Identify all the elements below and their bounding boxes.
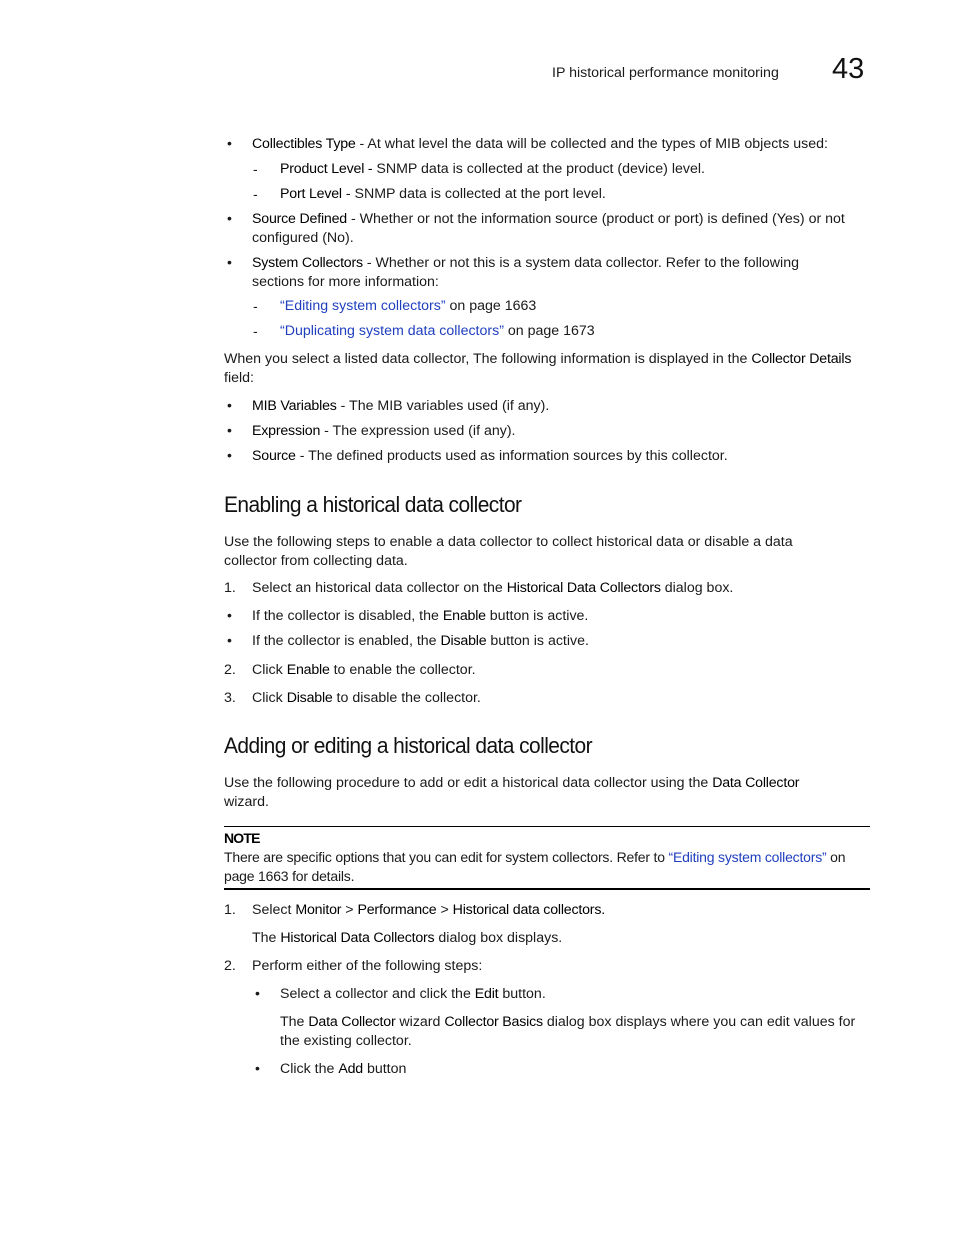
section2-intro: Use the following procedure to add or edit a historical data collector using the Data Collector wizard. <box>224 775 800 810</box>
list-item-collectibles-type: Collectibles Type - At what level the data will be collected and the types of MIB objects used: <box>252 136 828 152</box>
link-editing-system-collectors-note[interactable]: “Editing system collectors” <box>668 849 827 865</box>
bullet-icon: • <box>227 210 232 226</box>
link-duplicating-system-data-collectors[interactable]: “Duplicating system data collectors” <box>280 323 504 339</box>
note-text: There are specific options that you can edit for system collectors. Refer to “Editing system collectors” on page 1663 for details. <box>224 849 846 884</box>
note-top-rule <box>224 826 870 827</box>
step-number: 1. <box>224 580 236 596</box>
step-number: 3. <box>224 690 236 706</box>
list-subitem-link-editing: “Editing system collectors” on page 1663 <box>280 298 537 314</box>
bullet-icon: • <box>255 985 260 1001</box>
link-editing-system-collectors[interactable]: “Editing system collectors” <box>280 298 446 314</box>
list-subitem-link-duplicating: “Duplicating system data collectors” on page 1673 <box>280 323 595 339</box>
section2-substep-edit: Select a collector and click the Edit button. <box>280 986 546 1002</box>
step-number: 1. <box>224 902 236 918</box>
bullet-icon: • <box>227 397 232 413</box>
section-heading-adding-editing: Adding or editing a historical data collector <box>224 733 593 758</box>
list-subitem-product-level: Product Level - SNMP data is collected at the product (device) level. <box>280 161 705 177</box>
section2-substep-edit-result: The Data Collector wizard Collector Basics dialog box displays where you can edit values for the existing collector. <box>280 1014 856 1049</box>
section1-step1: Select an historical data collector on the Historical Data Collectors dialog box. <box>252 580 734 596</box>
dash-icon: - <box>253 186 258 202</box>
list-item-mib-variables: MIB Variables - The MIB variables used (if any). <box>252 398 550 414</box>
section1-step3: Click Disable to disable the collector. <box>252 690 481 706</box>
section2-step2: Perform either of the following steps: <box>252 958 483 974</box>
dash-icon: - <box>253 161 258 177</box>
bullet-icon: • <box>227 447 232 463</box>
list-item-source-defined: Source Defined - Whether or not the information source (product or port) is defined (Yes) or not configured (No). <box>252 211 845 246</box>
section1-step2: Click Enable to enable the collector. <box>252 662 476 678</box>
collector-details-paragraph: When you select a listed data collector, The following information is displayed in the Collector Details field: <box>224 351 852 386</box>
section2-step1-result: The Historical Data Collectors dialog box displays. <box>252 930 563 946</box>
running-header: IP historical performance monitoring <box>552 65 779 81</box>
section-heading-enabling: Enabling a historical data collector <box>224 492 522 517</box>
section2-step1: Select Monitor > Performance > Historical data collectors. <box>252 902 605 918</box>
bullet-icon: • <box>227 135 232 151</box>
bullet-icon: • <box>227 607 232 623</box>
bullet-icon: • <box>227 632 232 648</box>
dash-icon: - <box>253 323 258 339</box>
section1-intro: Use the following steps to enable a data collector to collect historical data or disable a data collector from collecting data. <box>224 534 793 569</box>
bullet-icon: • <box>255 1060 260 1076</box>
section1-bullet-disable: If the collector is enabled, the Disable button is active. <box>252 633 589 649</box>
step-number: 2. <box>224 958 236 974</box>
step-number: 2. <box>224 662 236 678</box>
note-bottom-rule <box>224 888 870 890</box>
chapter-number: 43 <box>832 53 865 85</box>
list-item-system-collectors: System Collectors - Whether or not this is a system data collector. Refer to the following sections for more information: <box>252 255 799 290</box>
section1-bullet-enable: If the collector is disabled, the Enable button is active. <box>252 608 589 624</box>
section2-substep-add: Click the Add button <box>280 1061 407 1077</box>
bullet-icon: • <box>227 254 232 270</box>
list-subitem-port-level: Port Level - SNMP data is collected at the port level. <box>280 186 606 202</box>
list-item-expression: Expression - The expression used (if any). <box>252 423 516 439</box>
list-item-source: Source - The defined products used as information sources by this collector. <box>252 448 728 464</box>
note-label: NOTE <box>224 830 260 846</box>
dash-icon: - <box>253 298 258 314</box>
bullet-icon: • <box>227 422 232 438</box>
